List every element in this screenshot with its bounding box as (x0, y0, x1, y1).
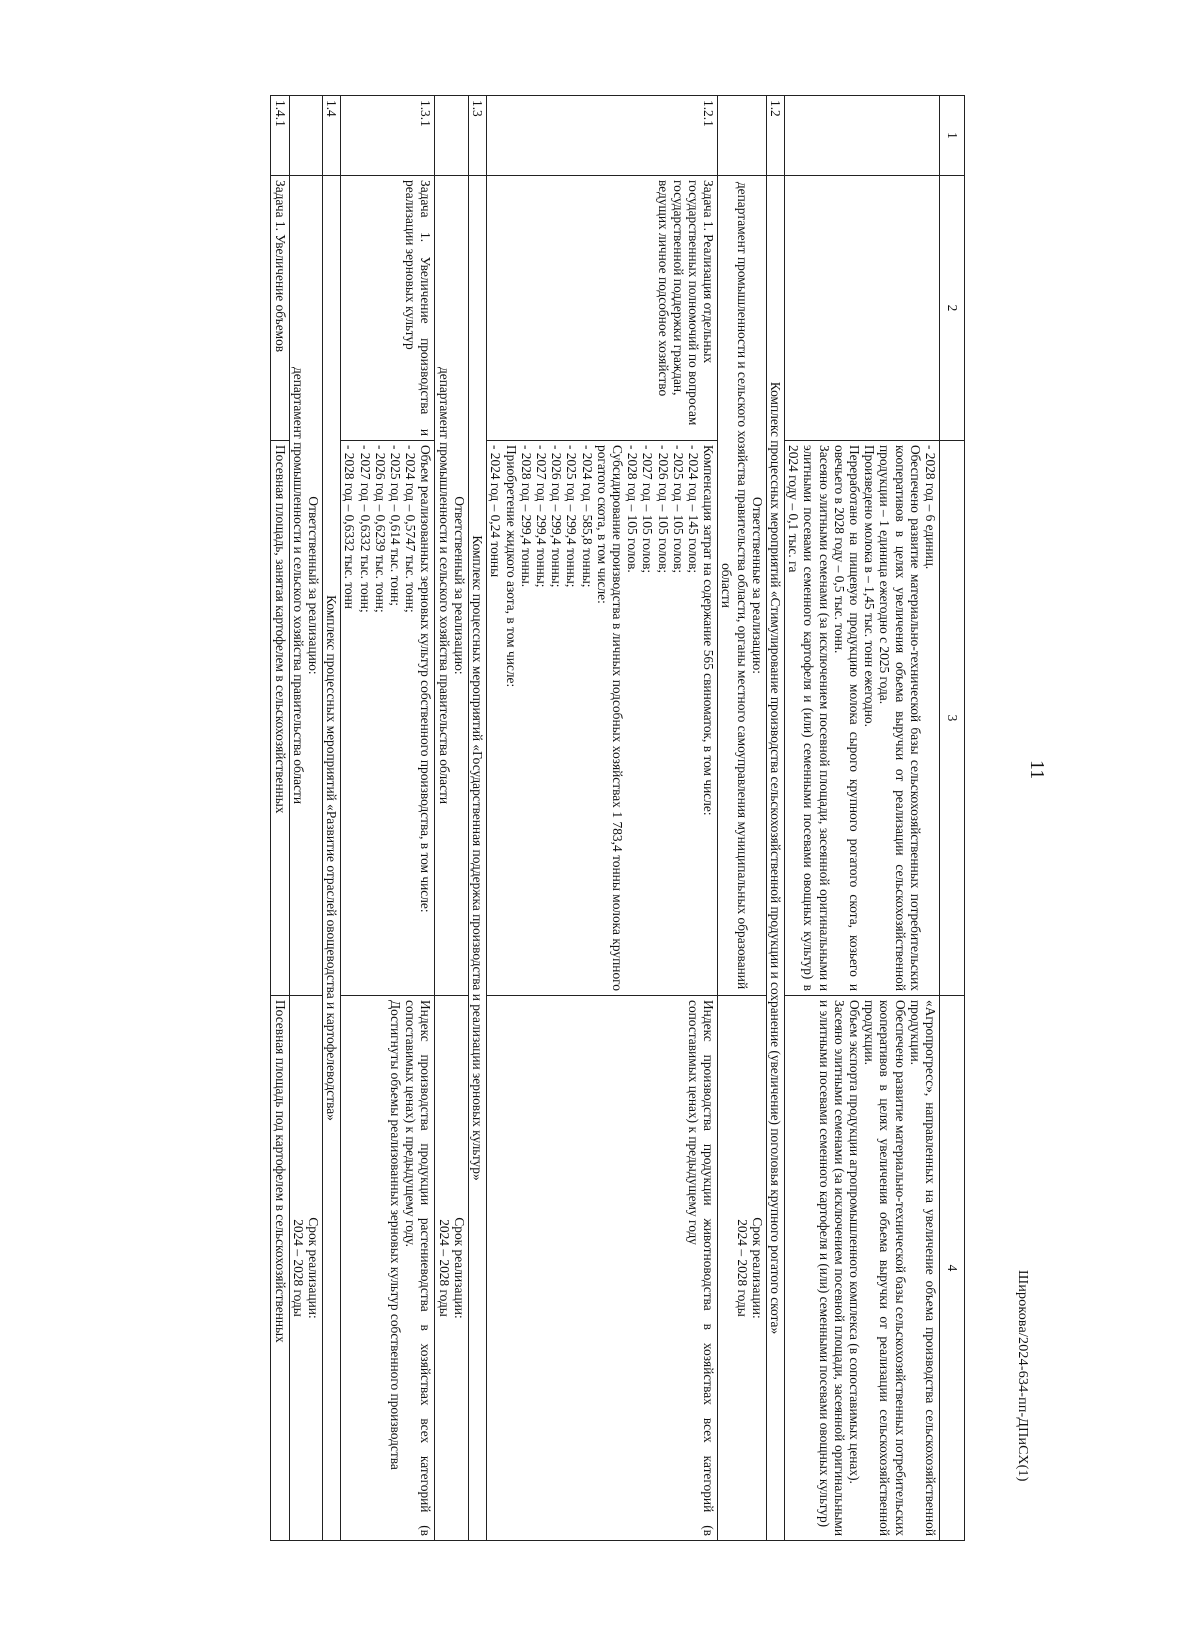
header-row (940, 96, 965, 1541)
document-footer-code: Широкова/2024-634-пп-ДПиСХ(1) (1015, 1270, 1030, 1482)
header-col-4: 4 (940, 996, 965, 1541)
header-col-1: 1 (940, 96, 965, 176)
table-row (487, 96, 718, 1541)
row-number: 1.3.1 (341, 96, 435, 176)
responsible-cell: Ответственный за реализацию: департамент промышленности и сельского хозяйства правительства области (435, 176, 468, 996)
result-cell: - 2028 год – 6 единиц. Обеспечено развитие материально-технической базы сельскохозяйственных потребительских кооперативов в целях увеличения объема выручки от реализации сельскохозяйственной продукции – 1 единица ежегодно с 2025 года. Произведено молока в – 1,45 тыс. тонн ежегодно. Переработано на пищевую продукцию молока сырого крупного рогатого скота, козьего и овечьего в 2028 году – 0,5 тыс. тонн. Засеяно элитными семенами (за исключением посевной площади, засеянной оригинальными и элитными посевами семенного картофеля и (или) семенными посевами овощных культур) в 2024 году – 0,1 тыс. га (784, 441, 939, 996)
section-title: Комплекс процессных мероприятий «Государственная поддержка производства и реализации зерновых культур» (468, 176, 486, 1541)
term-cell: Срок реализации: 2024 – 2028 годы (289, 996, 322, 1541)
section-number: 1.2 (766, 96, 784, 176)
result-cell: Объем реализованных зерновых культур собственного производства, в том числе: - 2024 год – 0,5747 тыс. тонн; - 2025 год – 0,614 тыс. тонн; - 2026 год – 0,6239 тыс. тонн; - 2027 год – 0,6332 тыс. тонн; - 2028 год – 0,6332 тыс. тонн (341, 441, 435, 996)
table-row (341, 96, 435, 1541)
section-row (766, 96, 784, 1541)
section-number: 1.4 (323, 96, 341, 176)
responsible-cell: Ответственные за реализацию: департамент промышленности и сельского хозяйства правительства области, органы местного самоуправления муниципальных образований области (718, 176, 767, 996)
page-number: 11 (1026, 760, 1048, 780)
program-table (270, 95, 965, 1541)
task-cell: Задача 1. Реализация отдельных государственных полномочий по вопросам государственной поддержки граждан, ведущих личное подсобное хозяйство (487, 176, 718, 441)
responsible-row (435, 96, 468, 1541)
header-col-3: 3 (940, 441, 965, 996)
result-cell: Посевная площадь, занятая картофелем в сельскохозяйственных (271, 441, 289, 996)
term-cell: Срок реализации: 2024 – 2028 годы (718, 996, 767, 1541)
table-row-continued (784, 96, 939, 1541)
table-row (271, 96, 289, 1541)
row-number: 1.4.1 (271, 96, 289, 176)
indicator-cell: Индекс производства продукции растениеводства в хозяйствах всех категорий (в сопоставимых ценах) к предыдущему году. Достигнуты объемы реализованных зерновых культур собственного производства (341, 996, 435, 1541)
task-cell: Задача 1. Увеличение объемов (271, 176, 289, 441)
section-row (323, 96, 341, 1541)
task-cell: Задача 1. Увеличение производства и реализации зерновых культур (341, 176, 435, 441)
result-cell: Компенсация затрат на содержание 565 свиноматок, в том числе: - 2024 год – 145 голов; - 2025 год – 105 голов; - 2026 год – 105 голов; - 2027 год – 105 голов; - 2028 год – 105 голов. Субсидирование производства в личных подсобных хозяйствах 1 783,4 тонны молока крупного рогатого скота, в том числе: - 2024 год – 585,8 тонны; - 2025 год – 299,4 тонны; - 2026 год – 299,4 тонны; - 2027 год – 299,4 тонны; - 2028 год – 299,4 тонны. Приобретение жидкого азота, в том числе: - 2024 год – 0,24 тонны (487, 441, 718, 996)
section-title: Комплекс процессных мероприятий «Развитие отраслей овощеводства и картофелеводства» (323, 176, 341, 1541)
responsible-cell: Ответственный за реализацию: департамент промышленности и сельского хозяйства правительства области (289, 176, 322, 996)
section-row (468, 96, 486, 1541)
indicator-cell: Индекс производства продукции животноводства в хозяйствах всех категорий (в сопоставимых ценах) к предыдущему году (487, 996, 718, 1541)
indicator-cell: «Агропрогресс», направленных на увеличение объема производства сельскохозяйственной продукции. Обеспечено развитие материально-технической базы сельскохозяйственных потребительских кооперативов в целях увеличения объема выручки от реализации сельскохозяйственной продукции. Объем экспорта продукции агропромышленного комплекса (в сопоставимых ценах). Засеяно элитными семенами (за исключением посевной площади, засеянной оригинальными и элитными посевами семенного картофеля и (или) семенными посевами овощных культур) (784, 996, 939, 1541)
row-number: 1.2.1 (487, 96, 718, 176)
section-number: 1.3 (468, 96, 486, 176)
term-cell: Срок реализации: 2024 – 2028 годы (435, 996, 468, 1541)
responsible-row (289, 96, 322, 1541)
responsible-row (718, 96, 767, 1541)
indicator-cell: Посевная площадь под картофелем в сельскохозяйственных (271, 996, 289, 1541)
section-title: Комплекс процессных мероприятий «Стимулирование производства сельскохозяйственной продукции и сохранение (увеличение) поголовья крупного рогатого скота» (766, 176, 784, 1541)
header-col-2: 2 (940, 176, 965, 441)
